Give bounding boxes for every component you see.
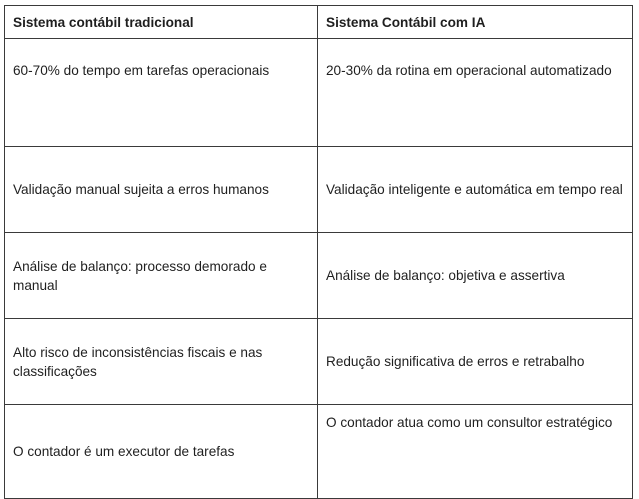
cell-traditional: 60-70% do tempo em tarefas operacionais [5,39,318,147]
cell-ai: Análise de balanço: objetiva e assertiva [318,233,633,319]
table-row [5,39,633,147]
cell-ai: 20-30% da rotina em operacional automatizado [318,39,633,147]
cell-traditional: Alto risco de inconsistências fiscais e nas classificações [5,319,318,405]
cell-traditional: O contador é um executor de tarefas [5,405,318,499]
cell-ai: O contador atua como um consultor estratégico [318,405,633,499]
table-row [5,233,633,319]
comparison-table [4,5,633,499]
cell-traditional: Validação manual sujeita a erros humanos [5,147,318,233]
header-row [5,6,633,39]
header-traditional: Sistema contábil tradicional [5,6,318,39]
cell-ai: Redução significativa de erros e retrabalho [318,319,633,405]
table-row [5,147,633,233]
header-ai: Sistema Contábil com IA [318,6,633,39]
table-row [5,319,633,405]
cell-ai: Validação inteligente e automática em tempo real [318,147,633,233]
cell-traditional: Análise de balanço: processo demorado e manual [5,233,318,319]
table-row [5,405,633,499]
